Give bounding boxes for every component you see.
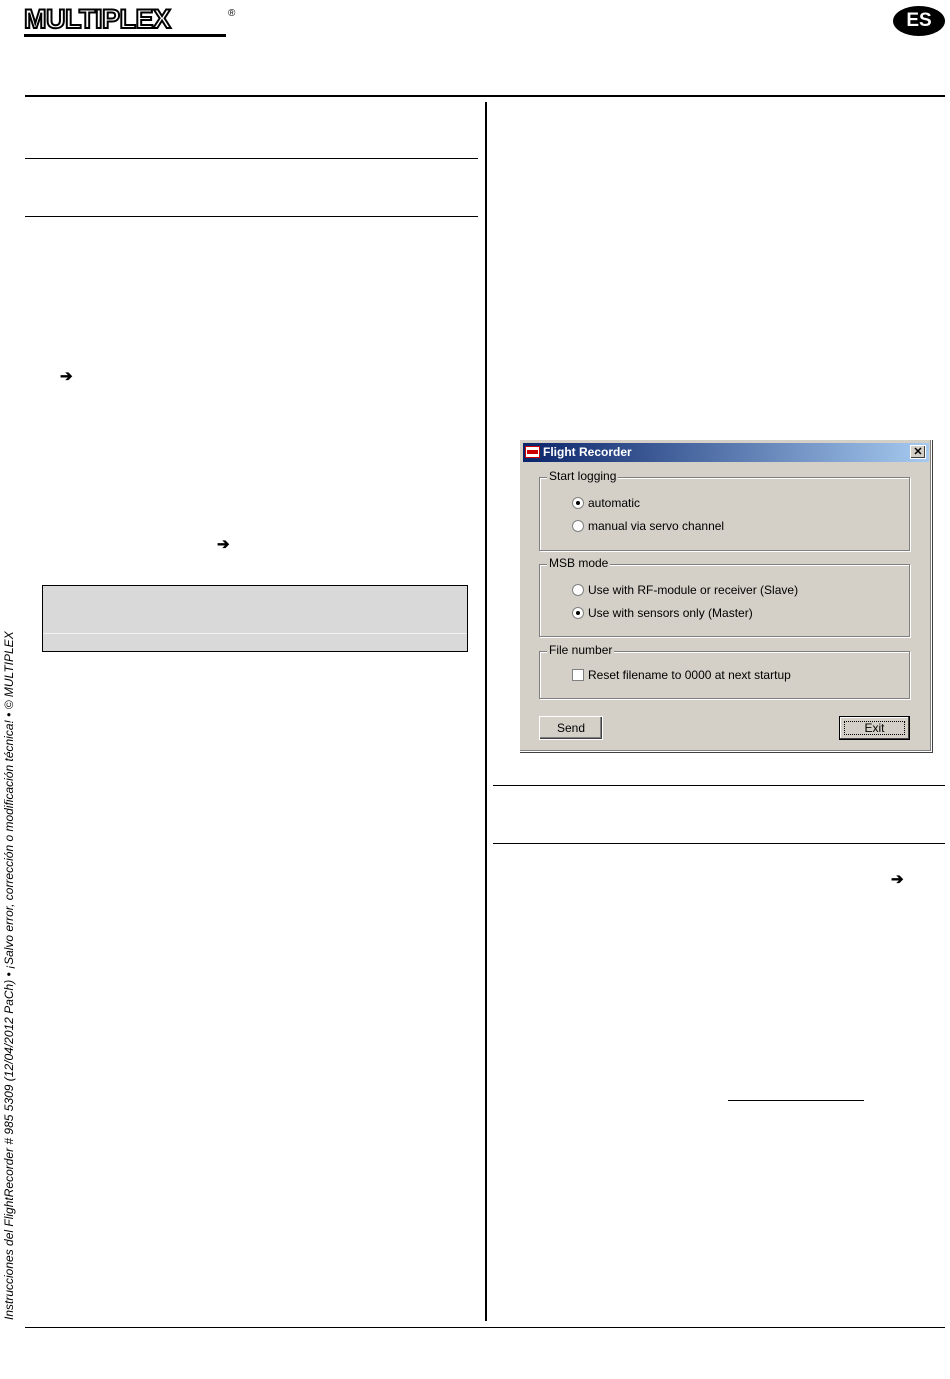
column-divider: [485, 102, 487, 1321]
exit-button-label: Exit: [864, 721, 885, 735]
radio-master-mode-label: Use with sensors only (Master): [588, 606, 753, 620]
right-section-rule-1: [493, 785, 945, 786]
brand-wordmark: MULTIPLEX: [24, 4, 171, 34]
send-button-label: Send: [556, 721, 586, 735]
link-underline: [728, 1100, 864, 1101]
exit-button[interactable]: [839, 716, 910, 740]
reset-filename-checkbox[interactable]: [588, 668, 791, 682]
note-box-divider: [43, 633, 467, 634]
file-number-legend: File number: [549, 643, 613, 657]
radio-selected-icon[interactable]: [572, 607, 584, 619]
msb-mode-group: [539, 556, 910, 637]
radio-automatic[interactable]: [588, 496, 640, 510]
logo-underline: [24, 34, 226, 37]
multiplex-logo: [24, 6, 236, 36]
arrow-icon: ➔: [217, 536, 230, 553]
radio-automatic-label: automatic: [588, 496, 641, 510]
radio-slave-mode[interactable]: [588, 583, 798, 597]
close-button[interactable]: ✕: [910, 445, 926, 459]
dialog-titlebar[interactable]: [523, 443, 929, 462]
send-button[interactable]: [539, 716, 603, 740]
radio-slave-mode-label: Use with RF-module or receiver (Slave): [588, 583, 799, 597]
registered-mark: ®: [228, 8, 236, 19]
left-section-rule-2: [25, 216, 478, 217]
mpx-app-icon: [525, 446, 540, 458]
flight-recorder-dialog: [519, 439, 932, 752]
dialog-title: Flight Recorder: [543, 445, 632, 459]
radio-manual-servo-label: manual via servo channel: [588, 519, 725, 533]
language-badge: ES: [893, 6, 945, 36]
radio-manual-servo[interactable]: [588, 519, 724, 533]
note-box: [42, 585, 468, 652]
msb-mode-legend: MSB mode: [549, 556, 609, 570]
arrow-icon: ➔: [60, 368, 73, 385]
radio-master-mode[interactable]: [588, 606, 753, 620]
left-section-rule-1: [25, 158, 478, 159]
checkbox-unchecked-icon[interactable]: [572, 669, 584, 681]
right-section-rule-2: [493, 843, 945, 844]
reset-filename-label: Reset filename to 0000 at next startup: [588, 668, 791, 682]
side-copyright-note: Instrucciones del FlightRecorder # 985 5309 (12/04/2012 PaCh) • ¡Salvo error, corrección o modificación técnica! • © MULTIPLEX: [2, 631, 16, 1320]
radio-unselected-icon[interactable]: [572, 584, 584, 596]
header-rule: [25, 95, 945, 97]
radio-selected-icon[interactable]: [572, 497, 584, 509]
footer-rule: [25, 1327, 945, 1328]
start-logging-group: [539, 469, 910, 551]
start-logging-legend: Start logging: [549, 469, 617, 483]
radio-unselected-icon[interactable]: [572, 520, 584, 532]
arrow-icon: ➔: [891, 871, 904, 888]
